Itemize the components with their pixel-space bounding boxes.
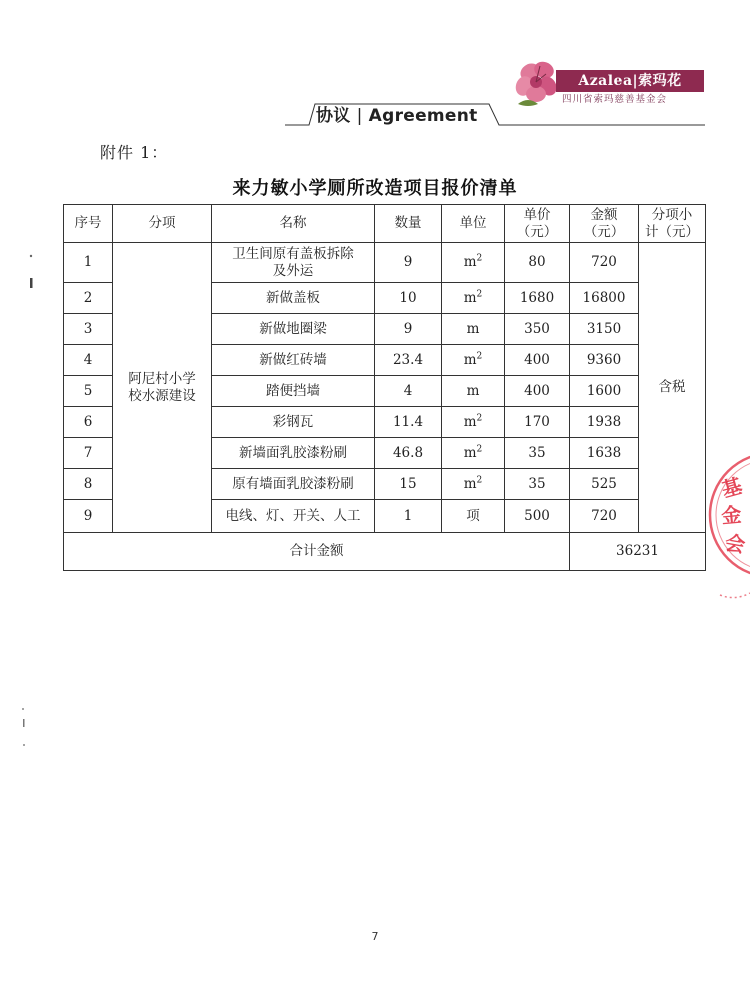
row-price: 1680 [505, 283, 570, 314]
svg-text:会: 会 [723, 530, 747, 558]
category-line1: 阿尼村小学 [128, 370, 196, 387]
row-price: 400 [505, 376, 570, 407]
row-amount: 9360 [570, 345, 639, 376]
row-price: 35 [505, 438, 570, 469]
row-unit [442, 407, 505, 438]
header-title [316, 101, 478, 126]
header-unit-price-line2: （元） [516, 223, 558, 240]
header-unit-price [505, 205, 570, 243]
row-qty: 10 [375, 283, 442, 314]
row-qty: 11.4 [375, 407, 442, 438]
row-unit [442, 500, 505, 533]
attachment-label: 附件 1： [100, 143, 169, 162]
row-unit-text: 项 [466, 507, 480, 524]
row-name-line2: 及外运 [272, 262, 314, 279]
row-name: 彩钢瓦 [212, 407, 375, 438]
row-price: 400 [505, 345, 570, 376]
row-price: 80 [505, 243, 570, 283]
row-no: 7 [64, 438, 113, 469]
row-unit-sup: 2 [476, 475, 483, 485]
row-unit-sup: 2 [476, 289, 483, 299]
table-header-row [64, 205, 706, 243]
row-unit-text: m [463, 289, 477, 306]
row-unit-sup: 2 [476, 351, 483, 361]
header-amount-line1: 金额 [590, 206, 618, 223]
header-unit-price-line1: 单价 [523, 206, 551, 223]
row-unit [442, 438, 505, 469]
header-unit: 单位 [442, 205, 505, 243]
row-name: 踏便挡墙 [212, 376, 375, 407]
row-unit-text: m [466, 382, 480, 399]
scan-artifact [28, 250, 36, 310]
row-no: 5 [64, 376, 113, 407]
row-price: 170 [505, 407, 570, 438]
svg-text:基: 基 [719, 473, 745, 502]
row-no: 6 [64, 407, 113, 438]
row-unit-sup: 2 [476, 444, 483, 454]
header-name: 名称 [212, 205, 375, 243]
row-amount: 1600 [570, 376, 639, 407]
header-title-en: Agreement [368, 106, 478, 126]
row-unit-text: m [463, 475, 477, 492]
category-cell [113, 243, 212, 533]
row-no: 9 [64, 500, 113, 533]
total-row [64, 533, 706, 571]
header-subtotal-line1: 分项小 [651, 206, 693, 223]
row-unit-text: m [463, 254, 477, 270]
row-amount: 1638 [570, 438, 639, 469]
row-price: 350 [505, 314, 570, 345]
row-qty: 1 [375, 500, 442, 533]
row-amount: 3150 [570, 314, 639, 345]
row-unit [442, 314, 505, 345]
category-line2: 校水源建设 [128, 387, 196, 404]
row-unit [442, 376, 505, 407]
row-price: 35 [505, 469, 570, 500]
header-title-separator: | [356, 106, 363, 126]
header-amount [570, 205, 639, 243]
row-amount: 720 [570, 243, 639, 283]
row-name: 原有墙面乳胶漆粉刷 [212, 469, 375, 500]
row-name [212, 243, 375, 283]
logo-brand-text: Azalea|索玛花 [556, 70, 704, 92]
row-amount: 525 [570, 469, 639, 500]
scan-artifact [20, 705, 28, 755]
row-name-line1: 卫生间原有盖板拆除 [232, 245, 354, 262]
row-name: 新做地圈梁 [212, 314, 375, 345]
subtotal-cell: 含税 [639, 243, 706, 533]
row-unit-text: m [466, 320, 480, 337]
header-qty: 数量 [375, 205, 442, 243]
document-title: 来力敏小学厕所改造项目报价清单 [232, 178, 518, 199]
header-no: 序号 [64, 205, 113, 243]
row-no: 1 [64, 243, 113, 283]
row-name: 新做红砖墙 [212, 345, 375, 376]
svg-text:金: 金 [720, 502, 743, 528]
row-amount: 720 [570, 500, 639, 533]
row-unit-text: m [463, 444, 477, 461]
header-subtotal-line2: 计（元） [645, 223, 699, 240]
row-qty: 4 [375, 376, 442, 407]
row-unit [442, 243, 505, 283]
header-category: 分项 [113, 205, 212, 243]
total-label: 合计金额 [64, 533, 570, 571]
row-price: 500 [505, 500, 570, 533]
row-qty: 9 [375, 314, 442, 345]
row-name: 电线、灯、开关、人工 [212, 500, 375, 533]
header-title-cn: 协议 [316, 106, 351, 126]
table-row [64, 243, 706, 283]
row-name: 新墙面乳胶漆粉刷 [212, 438, 375, 469]
row-qty: 9 [375, 243, 442, 283]
row-qty: 46.8 [375, 438, 442, 469]
row-unit [442, 345, 505, 376]
row-no: 3 [64, 314, 113, 345]
row-no: 4 [64, 345, 113, 376]
row-no: 8 [64, 469, 113, 500]
page-number: 7 [371, 930, 379, 943]
row-no: 2 [64, 283, 113, 314]
header-amount-line2: （元） [583, 223, 625, 240]
row-unit [442, 469, 505, 500]
total-value: 36231 [570, 533, 706, 571]
row-unit-sup: 2 [476, 413, 483, 423]
row-unit-sup: 2 [476, 253, 483, 264]
header-subtotal [639, 205, 706, 243]
row-unit-text: m [463, 351, 477, 368]
foundation-seal-stamp [700, 455, 750, 615]
row-name: 新做盖板 [212, 283, 375, 314]
row-unit [442, 283, 505, 314]
row-amount: 16800 [570, 283, 639, 314]
row-unit-text: m [463, 413, 477, 430]
logo-subtitle: 四川省索玛慈善基金会 [562, 94, 668, 105]
row-amount: 1938 [570, 407, 639, 438]
row-qty: 15 [375, 469, 442, 500]
row-qty: 23.4 [375, 345, 442, 376]
quotation-table [63, 204, 706, 571]
